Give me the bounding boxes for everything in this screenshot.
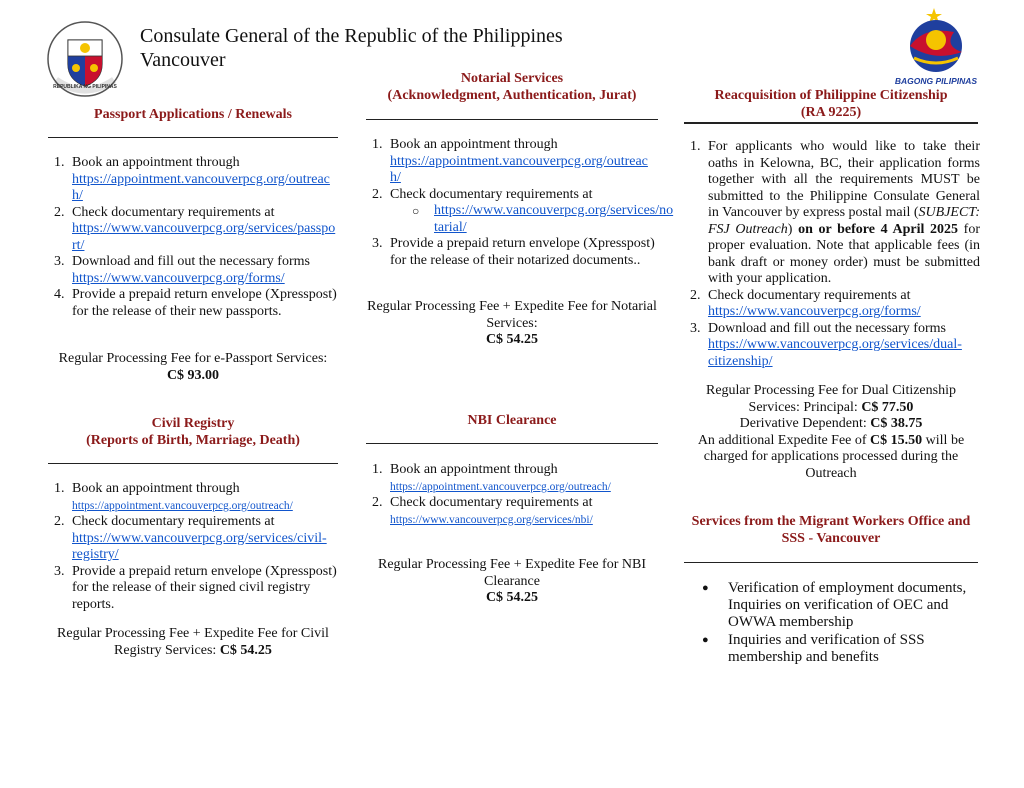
- nbi-fee: [366, 557, 658, 607]
- list-item: [386, 236, 660, 269]
- appointment-link[interactable]: https://appointment.vancouverpcg.org/outreac h/: [72, 171, 330, 203]
- list-item: [386, 137, 660, 187]
- title-line1: Notarial Services: [460, 71, 564, 86]
- forms-link[interactable]: https://www.vancouverpcg.org/forms/: [708, 304, 921, 319]
- reacquisition-fee: [684, 383, 978, 482]
- logo-text: BAGONG PILIPINAS: [894, 76, 978, 86]
- fee-value: C$ 54.25: [219, 642, 272, 658]
- divider: [366, 443, 658, 444]
- step-text: Check documentary requirements at: [72, 204, 275, 220]
- fee-label: Derivative Dependent:: [739, 416, 871, 431]
- notarial-section-title: [366, 71, 658, 104]
- fee-label: Regular Processing Fee + Expedite Fee for NBI Clearance: [378, 557, 646, 589]
- fee-value: C$ 15.50: [870, 432, 923, 448]
- fee-value: C$ 54.25: [485, 332, 539, 347]
- step-subject: SUBJECT: FSJ Outreach: [708, 205, 980, 237]
- title-line2: (RA 9225): [800, 104, 862, 120]
- notarial-requirements-link[interactable]: https://www.vancouverpcg.org/services/no tarial/: [434, 203, 674, 235]
- step-text: For applicants who would like to take their oaths in Kelowna, BC, their application forms together with all the requirements MUST be submitted to the Philippine Consulate General in Vancouver by express postal mail (: [708, 139, 980, 220]
- philippine-seal-logo: [46, 20, 124, 98]
- fee-label: Regular Processing Fee for e-Passport Services:: [58, 351, 328, 366]
- civil-steps: [44, 481, 342, 613]
- dual-citizenship-link[interactable]: https://www.vancouverpcg.org/services/dual-citizenship/: [708, 337, 962, 369]
- step-text: Provide a prepaid return envelope (Xpresspost) for the release of their new passports.: [72, 287, 337, 319]
- passport-step-list: [44, 155, 342, 320]
- fee-line2: [684, 400, 978, 417]
- list-item: [386, 462, 660, 495]
- title-line2: SSS - Vancouver: [781, 530, 881, 546]
- passport-fee: [48, 351, 338, 384]
- fee-line4: [684, 433, 978, 483]
- divider: [48, 463, 338, 464]
- step-text: Provide a prepaid return envelope (Xpresspost) for the release of their signed civil registry reports.: [72, 563, 337, 612]
- fee-label: Regular Processing Fee + Expedite Fee for Notarial Services:: [367, 299, 657, 331]
- title-line1: Reacquisition of Philippine Citizenship: [714, 88, 948, 103]
- sub-list: [390, 203, 674, 236]
- reacquisition-steps: [680, 139, 980, 370]
- fee-value: C$ 93.00: [166, 367, 220, 383]
- fee-value: C$ 77.50: [861, 399, 914, 415]
- notarial-steps: [362, 137, 674, 269]
- list-item: [386, 495, 660, 528]
- list-item: [68, 564, 342, 614]
- mwo-section-title: [682, 514, 980, 547]
- fee-label: will be charged for applications processed during the Outreach: [703, 432, 965, 481]
- appointment-link[interactable]: https://appointment.vancouverpcg.org/outreach/: [72, 499, 293, 512]
- list-item: [386, 186, 674, 237]
- passport-steps: [44, 155, 342, 320]
- divider: [684, 562, 978, 563]
- fee-line3: [684, 416, 978, 433]
- seal-text: REPUBLIKA NG PILIPINAS: [53, 84, 117, 90]
- fee-label: An additional Expedite Fee of: [697, 432, 871, 448]
- title-line1: Services from the Migrant Workers Office and: [691, 514, 971, 529]
- fee-label: Services: Principal:: [748, 399, 862, 415]
- passport-requirements-link[interactable]: https://www.vancouverpcg.org/services/passpo rt/: [72, 221, 336, 253]
- civil-requirements-link[interactable]: https://www.vancouverpcg.org/services/civil-registry/: [72, 530, 327, 562]
- list-item: ● Verification of employment documents, Inquiries on verification of OEC and OWWA membership: [702, 580, 980, 631]
- notarial-step-list: [362, 137, 674, 269]
- step-text: for proper evaluation. Note that applicable fees (in bank draft or money order) must be submitted with your application.: [708, 221, 981, 286]
- step-text: Check documentary requirements at: [72, 514, 275, 529]
- mwo-bullet-list: [682, 580, 980, 666]
- title-line2: (Reports of Birth, Marriage, Death): [86, 432, 300, 448]
- step-text: ): [787, 221, 799, 237]
- reacquisition-step-list: [680, 139, 980, 370]
- fee-value: C$ 38.75: [870, 416, 923, 431]
- step-text: Book an appointment through: [390, 137, 558, 152]
- list-item: [68, 287, 342, 320]
- step-text: Download and fill out the necessary forms: [72, 254, 310, 269]
- nbi-requirements-link[interactable]: https://www.vancouverpcg.org/services/nbi/: [390, 513, 593, 526]
- list-item: [68, 205, 342, 255]
- passport-section-title: Passport Applications / Renewals: [94, 107, 292, 122]
- page-title: [140, 24, 563, 72]
- list-item: [412, 203, 674, 236]
- list-item: [68, 514, 342, 564]
- divider: [48, 137, 338, 138]
- deadline: on or before 4 April 2025: [798, 221, 959, 237]
- mwo-services: [682, 580, 980, 667]
- fee-line1: Regular Processing Fee for Dual Citizenship: [705, 383, 956, 398]
- divider: [684, 122, 978, 124]
- reacquisition-section-title: [684, 88, 978, 121]
- fee-label: Regular Processing Fee + Expedite Fee for Civil Registry Services:: [57, 626, 329, 658]
- list-item: [704, 288, 980, 321]
- forms-link[interactable]: https://www.vancouverpcg.org/forms/: [72, 270, 285, 286]
- nbi-steps: [362, 462, 660, 528]
- civil-registry-section-title: [48, 416, 338, 449]
- step-text: Check documentary requirements at: [390, 186, 593, 202]
- fee-value: C$ 54.25: [485, 590, 539, 605]
- civil-step-list: [44, 481, 342, 613]
- step-text: Download and fill out the necessary forms: [708, 320, 946, 336]
- list-item: ● Inquiries and verification of SSS membership and benefits: [702, 632, 980, 666]
- list-item: [68, 155, 342, 205]
- divider: [366, 119, 658, 120]
- bagong-pilipinas-logo: [894, 6, 978, 90]
- nbi-section-title: NBI Clearance: [467, 413, 557, 428]
- step-text: Book an appointment through: [72, 155, 240, 170]
- civil-fee: [48, 626, 338, 659]
- list-item: [68, 481, 342, 514]
- notarial-fee: [366, 299, 658, 349]
- title-line2: (Acknowledgment, Authentication, Jurat): [387, 87, 637, 103]
- title-line1: Civil Registry: [151, 416, 235, 431]
- list-item: [68, 254, 342, 287]
- step-text: Provide a prepaid return envelope (Xpresspost) for the release of their notarized documents..: [390, 236, 655, 268]
- step-text: Book an appointment through: [390, 462, 558, 477]
- appointment-link[interactable]: https://appointment.vancouverpcg.org/outreac h/: [390, 153, 648, 185]
- appointment-link[interactable]: https://appointment.vancouverpcg.org/outreach/: [390, 480, 611, 493]
- step-text: Check documentary requirements at: [390, 495, 593, 510]
- step-text: Check documentary requirements at: [708, 287, 911, 303]
- step-text: Book an appointment through: [72, 481, 240, 496]
- title-line2: Vancouver: [140, 49, 226, 71]
- nbi-step-list: [362, 462, 660, 528]
- list-item: [704, 139, 980, 288]
- title-line1: Consulate General of the Republic of the Philippines: [140, 25, 563, 47]
- list-item: [704, 321, 980, 371]
